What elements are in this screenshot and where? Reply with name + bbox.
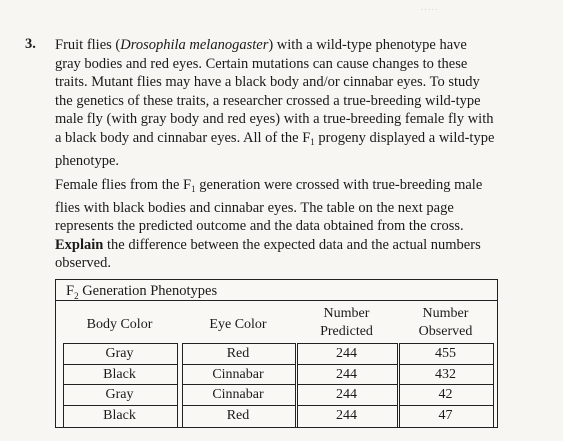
row-divider [399,364,494,365]
cell-number-observed: 432 [435,366,456,382]
paragraph2-run: 1 [191,184,196,194]
row-divider [297,364,398,365]
header-observed-line1: Number [422,306,469,321]
cell-eye-color: Red [226,346,250,361]
table-row [56,405,497,426]
row-divider [399,343,494,344]
bleed-through-text: ····· [420,4,439,16]
header-number-predicted [297,305,396,341]
cell-body-color: Gray [105,387,134,402]
row-divider [297,405,398,406]
cell-number-predicted: 244 [336,387,357,402]
header-predicted-line1: Number [323,306,370,321]
table-row [56,343,497,364]
cell-number-observed: 455 [435,346,456,361]
paragraph2-run: Explain [55,236,104,253]
row-divider [182,343,296,344]
paragraph1-run: 1 [310,136,315,147]
paragraph2-run: generation were crossed with true-breeding male flies with black bodies and cinnabar eyes. The table on the next page represents the predicted outcome and the data obtained from the cross. [55,177,483,235]
cell-number-observed: 47 [438,407,453,423]
cell-eye-color: Red [226,407,250,423]
row-divider [63,384,178,385]
row-divider [63,343,178,344]
paragraph2-run: the difference between the expected data and the actual numbers observed. [55,236,481,272]
row-divider [182,384,296,385]
cell-number-predicted: 244 [336,407,357,423]
caption-divider [56,300,497,301]
row-divider [63,405,178,406]
cell-body-color: Black [103,366,136,382]
row-divider [399,384,494,385]
question-paragraph-1 [55,36,495,170]
paragraph1-run: Drosophila melanogaster [120,37,269,53]
row-divider [182,405,296,406]
table-caption-prefix: F [66,283,75,299]
table-caption-suffix: Generation Phenotypes [78,283,218,299]
question-number: 3. [25,36,36,52]
header-number-observed [399,305,492,341]
header-predicted-line2: Predicted [320,324,373,339]
cell-number-predicted: 244 [336,366,357,382]
cell-number-predicted: 244 [336,346,357,361]
paragraph1-run: progeny displayed a wild-type phenotype. [55,129,495,169]
row-divider [399,405,494,406]
cell-body-color: Black [103,407,136,423]
cell-eye-color: Cinnabar [212,387,264,402]
paragraph1-run: ) with a wild-type phenotype have gray bodies and red eyes. Certain mutations can cause changes to these traits. Mutant flies may have a black body and/or cinnabar eyes. To study the genetics of these traits, a researcher crossed a true-breeding wild-type male fly (with gray body and red eyes) with a true-breeding female fly with a black body and cinnabar eyes. All of the F [55,37,494,146]
header-eye-color: Eye Color [209,317,267,332]
cell-body-color: Gray [105,346,134,361]
paragraph1-run: Fruit flies ( [55,37,121,53]
question-paragraph-2 [55,176,495,273]
paragraph2-run: Female flies from the F [55,177,192,193]
row-divider [297,343,398,344]
header-body-color: Body Color [86,317,153,332]
cell-eye-color: Cinnabar [212,366,264,382]
row-divider [297,384,398,385]
table-caption [66,283,217,301]
table-row [56,364,497,385]
header-observed-line2: Observed [418,324,473,339]
table-row [56,384,497,405]
row-divider [182,364,296,365]
table-caption-subscript: 2 [74,290,79,301]
phenotype-table [55,279,498,428]
row-divider [63,364,178,365]
cell-number-observed: 42 [438,387,453,402]
